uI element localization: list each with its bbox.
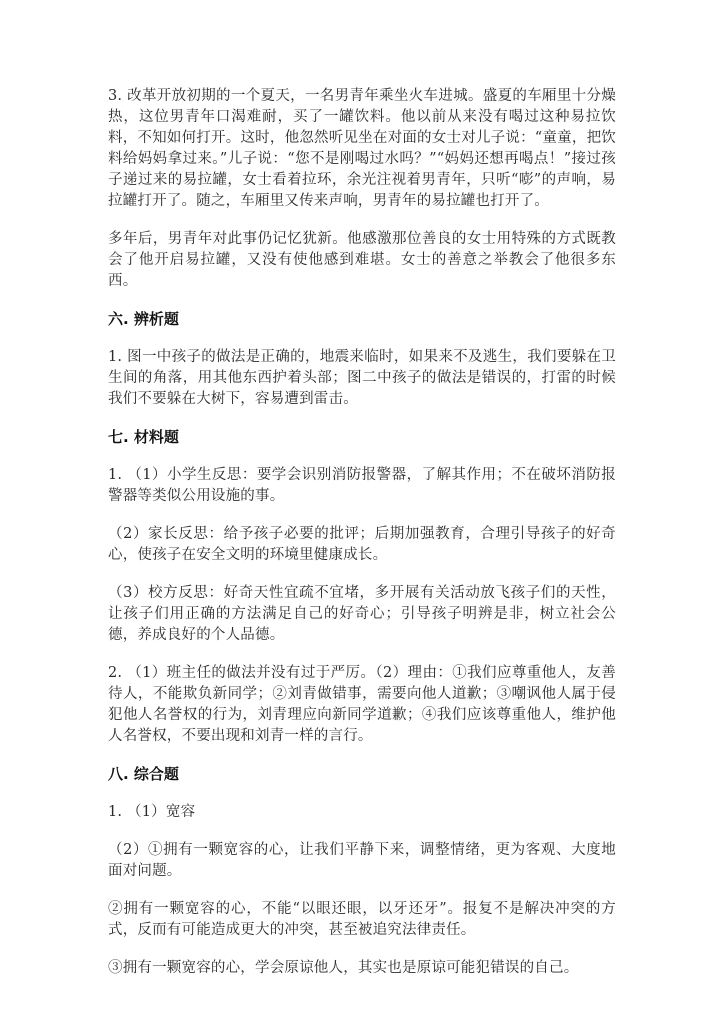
comprehensive-answer-1-2a: （2）①拥有一颗宽容的心，让我们平静下来，调整情绪，更为客观、大度地面对问题。: [108, 842, 616, 879]
comprehensive-answer-1-2b: ②拥有一颗宽容的心，不能“以眼还眼，以牙还牙”。报复不是解决冲突的方式，反而有可能造成更大的冲突，甚至被追究法律责任。: [108, 901, 616, 938]
material-answer-1-2: （2）家长反思：给予孩子必要的批评；后期加强教育，合理引导孩子的好奇心，使孩子在安全文明的环境里健康成长。: [108, 526, 616, 563]
section-title-comprehensive: 八. 综合题: [108, 765, 179, 783]
comprehensive-answer-1-2c: ③拥有一颗宽容的心，学会原谅他人，其实也是原谅可能犯错误的自己。: [108, 960, 579, 976]
material-answer-1-1: 1. （1）小学生反思：要学会识别消防报警器，了解其作用；不在破坏消防报警器等类似公用设施的事。: [108, 467, 616, 504]
analysis-answer-1: 1. 图一中孩子的做法是正确的，地震来临时，如果来不及逃生，我们要躲在卫生间的角落，用其他东西护着头部；图二中孩子的做法是错误的，打雷的时候我们不要躲在大树下，容易遭到雷击。: [108, 349, 616, 407]
material-answer-1-3: （3）校方反思：好奇天性宜疏不宜堵，多开展有关活动放飞孩子们的天性，让孩子们用正确的方法满足自己的好奇心；引导孩子明辨是非，树立社会公德，养成良好的个人品德。: [108, 585, 616, 643]
section-title-analysis: 六. 辨析题: [108, 310, 179, 328]
document-page: [108, 86, 616, 996]
answer-3-story: 3. 改革开放初期的一个夏天，一名男青年乘坐火车进城。盛夏的车厢里十分燥热，这位男青年口渴难耐，买了一罐饮料。他以前从来没有喝过这种易拉饮料，不知如何打开。这时，他忽然听见坐在对面的女士对儿子说：“童童，把饮料给妈妈拿过来。”儿子说：“您不是刚喝过水吗？”“妈妈还想再喝点！”接过孩子递过来的易拉罐，女士看着拉环，余光注视着男青年，只听“嘭”的声响，易拉罐打开了。随之，车厢里又传来声响，男青年的易拉罐也打开了。: [108, 88, 616, 209]
answer-3-conclusion: 多年后，男青年对此事仍记忆犹新。他感激那位善良的女士用特殊的方式既教会了他开启易拉罐，又没有使他感到难堪。女士的善意之举教会了他很多东西。: [108, 231, 616, 289]
section-title-material: 七. 材料题: [108, 428, 179, 446]
comprehensive-answer-1-1: 1. （1）宽容: [108, 804, 196, 820]
material-answer-2: 2. （1）班主任的做法并没有过于严厉。（2）理由：①我们应尊重他人，友善待人，不能欺负新同学；②刘青做错事，需要向他人道歉；③嘲讽他人属于侵犯他人名誉权的行为，刘青理应向新同学道歉；④我们应该尊重他人，维护他人名誉权，不要出现和刘青一样的言行。: [108, 665, 616, 744]
